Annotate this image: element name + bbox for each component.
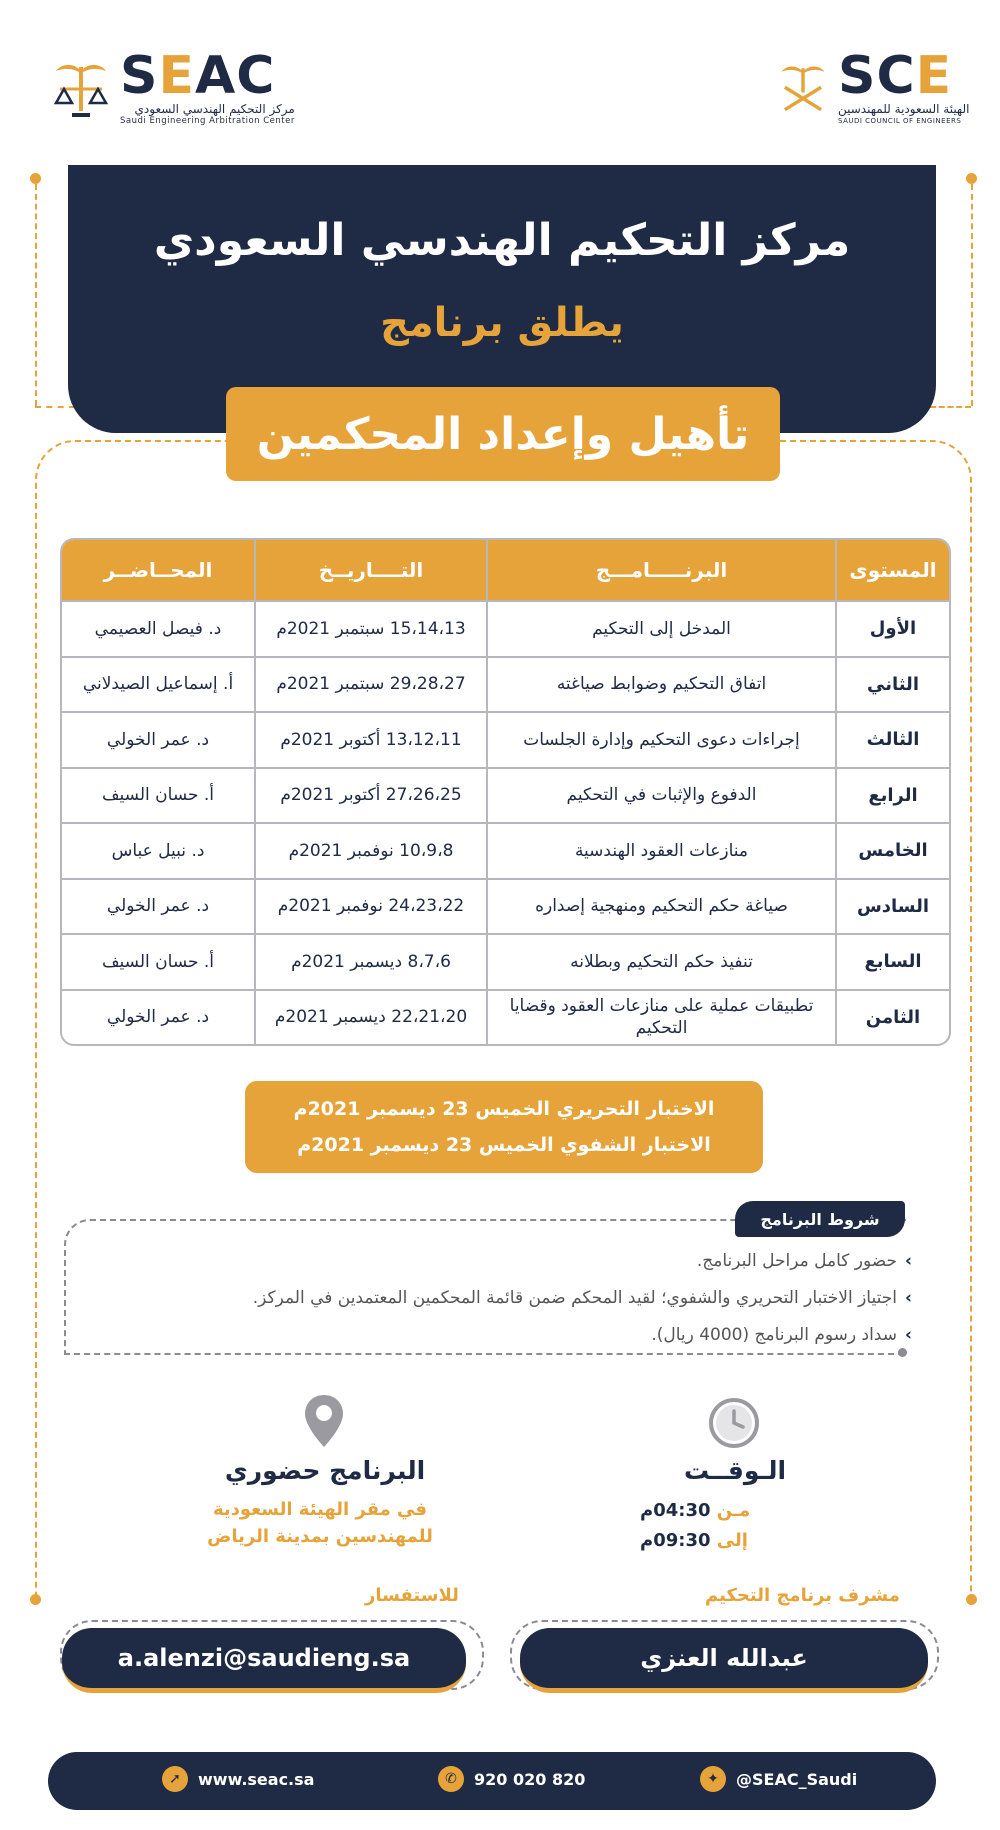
seac-english-name: Saudi Engineering Arbitration Center [120,116,295,126]
hero-subtitle: يطلق برنامج [380,300,624,346]
cell-level: السابع [836,934,949,990]
footer-phone[interactable] [438,1766,585,1792]
cell-date: 22،21،20 ديسمبر 2021م [255,990,487,1045]
seac-arabic-name: مركز التحكيم الهندسي السعودي [134,102,295,116]
condition-item: ›حضور كامل مراحل البرنامج. [696,1251,912,1271]
cell-lecturer: أ. إسماعيل الصيدلاني [62,657,255,713]
frame-dot [30,173,41,184]
cell-date: 27،26،25 أكتوبر 2021م [255,768,487,824]
oral-exam: الاختبار الشفوي الخميس 23 ديسمبر 2021م [297,1134,711,1156]
cell-lecturer: أ. حسان السيف [62,768,255,824]
cell-date: 29،28،27 سبتمبر 2021م [255,657,487,713]
cell-program: منازعات العقود الهندسية [487,823,836,879]
program-name-pill: تأهيل وإعداد المحكمين [226,387,780,481]
twitter-icon: ✦ [700,1766,726,1792]
cell-lecturer: أ. حسان السيف [62,934,255,990]
venue-title: البرنامج حضوري [224,1456,426,1485]
cell-program: إجراءات دعوى التحكيم وإدارة الجلسات [487,712,836,768]
header-program: البرنـــــامـــج [487,540,836,601]
chevron-icon: › [904,1251,912,1271]
sce-english-name: SAUDI COUNCIL OF ENGINEERS [838,117,962,125]
table-row [62,823,949,879]
cell-lecturer: د. نبيل عباس [62,823,255,879]
palm-scales-icon [52,59,110,119]
time-from-value: 04:30م [640,1500,711,1521]
cell-level: السادس [836,879,949,935]
table-row [62,879,949,935]
table-row [62,601,949,657]
cell-date: 10،9،8 نوفمبر 2021م [255,823,487,879]
footer-twitter[interactable] [700,1766,857,1792]
supervisor-label: مشرف برنامج التحكيم [705,1585,900,1606]
chevron-icon: › [904,1288,912,1308]
location-pin-icon [303,1393,345,1449]
condition-item: ›سداد رسوم البرنامج (4000 ريال). [651,1325,912,1345]
cell-program: المدخل إلى التحكيم [487,601,836,657]
time-to-label: إلى [716,1530,748,1551]
phone-icon: ✆ [438,1766,464,1792]
sce-wordmark: SCE [838,46,953,106]
cell-date: 24،23،22 نوفمبر 2021م [255,879,487,935]
phone-text: 920 020 820 [474,1769,586,1789]
table-header-row [62,540,949,601]
frame-line [930,406,971,408]
cursor-click-icon: ➚ [162,1766,188,1792]
cell-level: الثامن [836,990,949,1045]
time-from-label: مـن [716,1500,751,1521]
conditions-list [253,1243,912,1354]
table-row [62,657,949,713]
cell-level: الرابع [836,768,949,824]
frame-line [35,184,37,406]
schedule-table [60,538,951,1046]
table-row [62,990,949,1045]
website-text: www.seac.sa [198,1769,315,1789]
cell-program: اتفاق التحكيم وضوابط صياغته [487,657,836,713]
cell-lecturer: د. عمر الخولي [62,879,255,935]
frame-dot [966,173,977,184]
supervisor-name: عبدالله العنزي [520,1628,928,1693]
cell-level: الثاني [836,657,949,713]
cell-lecturer: د. عمر الخولي [62,712,255,768]
exam-dates-box [245,1081,763,1173]
seac-logo [52,46,295,127]
cell-level: الخامس [836,823,949,879]
header-date: التــــاريــخ [255,540,487,601]
inquiry-label: للاستفسار [365,1585,459,1606]
header-level: المستوى [836,540,949,601]
cell-date: 13،12،11 أكتوبر 2021م [255,712,487,768]
condition-item: ›اجتياز الاختبار التحريري والشفوي؛ لقيد المحكم ضمن قائمة المحكمين المعتمدين في المركز. [252,1288,912,1308]
written-exam: الاختبار التحريري الخميس 23 ديسمبر 2021م [293,1098,715,1120]
cell-program: الدفوع والإثبات في التحكيم [487,768,836,824]
twitter-text: @SEAC_Saudi [736,1769,858,1789]
header-lecturer: المحــاضــر [62,540,255,601]
palm-swords-icon [778,59,828,119]
frame-dot [30,1594,41,1605]
cell-program: صياغة حكم التحكيم ومنهجية إصداره [487,879,836,935]
cell-lecturer: د. فيصل العصيمي [62,601,255,657]
email-link[interactable]: a.alenzi@saudieng.sa [62,1628,466,1693]
sce-arabic-name: الهيئة السعودية للمهندسين [838,102,970,116]
table-row [62,934,949,990]
table-row [62,712,949,768]
cell-program: تطبيقات عملية على منازعات العقود وقضايا التحكيم [487,990,836,1045]
time-title: الـوقــت [683,1456,787,1485]
venue-line-1: في مقر الهيئة السعودية [212,1499,428,1520]
cell-date: 8،7،6 ديسمبر 2021م [255,934,487,990]
cell-level: الأول [836,601,949,657]
seac-wordmark: SEAC [120,46,276,106]
time-from [640,1500,750,1521]
cell-lecturer: د. عمر الخولي [62,990,255,1045]
sce-logo [778,46,970,127]
time-to [640,1530,748,1551]
cell-level: الثالث [836,712,949,768]
cell-date: 15،14،13 سبتمبر 2021م [255,601,487,657]
conditions-title-tag: شروط البرنامج [735,1201,905,1237]
hero-title: مركز التحكيم الهندسي السعودي [153,215,851,266]
table-row [62,768,949,824]
clock-icon [708,1397,760,1449]
footer-website[interactable] [162,1766,314,1792]
frame-dot [966,1594,977,1605]
frame-line [35,406,75,408]
venue-line-2: للمهندسين بمدينة الرياض [207,1526,433,1547]
chevron-icon: › [904,1325,912,1345]
cell-program: تنفيذ حكم التحكيم وبطلانه [487,934,836,990]
time-to-value: 09:30م [640,1530,711,1551]
frame-line [971,184,973,406]
